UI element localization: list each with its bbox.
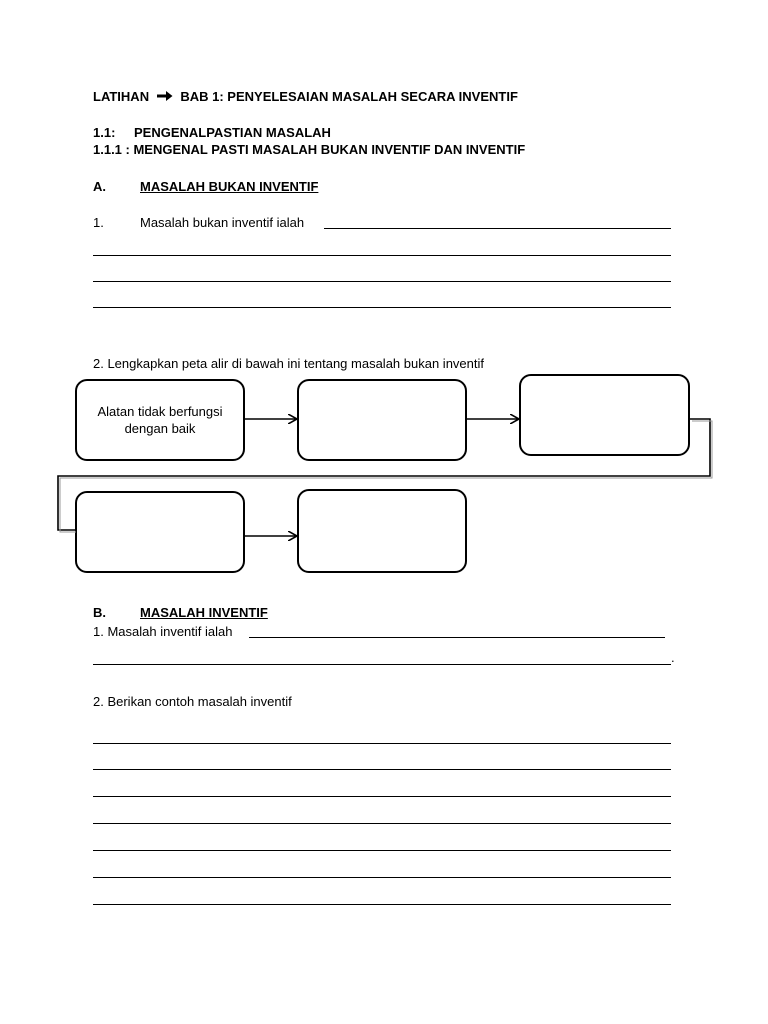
question-a2-text: 2. Lengkapkan peta alir di bawah ini tentang masalah bukan inventif: [93, 356, 484, 371]
answer-line[interactable]: [93, 796, 671, 797]
flow-box-4[interactable]: [76, 492, 244, 572]
answer-line[interactable]: [93, 823, 671, 824]
section-a-title: MASALAH BUKAN INVENTIF: [140, 179, 319, 194]
question-b2-text: 2. Berikan contoh masalah inventif: [93, 694, 292, 709]
section-subtitle: 1.1.1 : MENGENAL PASTI MASALAH BUKAN INVENTIF DAN INVENTIF: [93, 142, 526, 157]
flow-box-5[interactable]: [298, 490, 466, 572]
answer-line[interactable]: [93, 664, 671, 665]
answer-line[interactable]: [93, 769, 671, 770]
question-b1-text: 1. Masalah inventif ialah: [93, 624, 233, 639]
section-b-title: MASALAH INVENTIF: [140, 605, 268, 620]
bab-title: BAB 1: PENYELESAIAN MASALAH SECARA INVENTIF: [180, 89, 518, 104]
section-title: PENGENALPASTIAN MASALAH: [134, 125, 331, 140]
flow-box-1-text: Alatan tidak berfungsi dengan baik: [97, 404, 223, 436]
answer-line[interactable]: [93, 877, 671, 878]
answer-line[interactable]: [93, 850, 671, 851]
answer-line[interactable]: [93, 904, 671, 905]
sentence-end: .: [671, 650, 675, 665]
question-a1-text: Masalah bukan inventif ialah: [140, 215, 305, 230]
latihan-label: LATIHAN: [93, 89, 150, 104]
question-a1-number: 1.: [93, 215, 104, 230]
answer-line[interactable]: [249, 637, 665, 638]
section-number: 1.1:: [93, 125, 116, 140]
flow-box-3[interactable]: [520, 375, 689, 455]
answer-line[interactable]: [93, 743, 671, 744]
section-b-letter: B.: [93, 605, 106, 620]
flow-box-2[interactable]: [298, 380, 466, 460]
section-a-letter: A.: [93, 179, 106, 194]
